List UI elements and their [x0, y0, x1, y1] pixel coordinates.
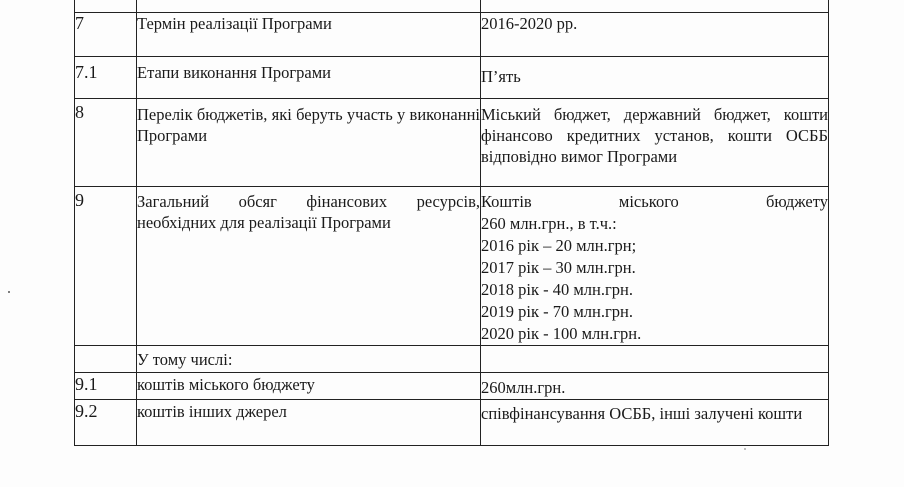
scan-speck — [8, 291, 10, 293]
row-number: 7.1 — [75, 57, 137, 99]
row-number: 9.2 — [75, 400, 137, 446]
row-value: 260млн.грн. — [481, 373, 829, 400]
table-row — [75, 187, 829, 346]
row-value-cell — [481, 0, 829, 13]
row-name: Перелік бюджетів, які беруть участь у виконанні Програми — [137, 99, 481, 187]
row-value: 2016-2020 рр. — [481, 13, 829, 57]
row-number — [75, 346, 137, 373]
row-number: 7 — [75, 13, 137, 57]
value-line: 2018 рік - 40 млн.грн. — [481, 280, 633, 299]
row-name: коштів міського бюджету — [137, 373, 481, 400]
table-row — [75, 373, 829, 400]
table-row — [75, 0, 829, 13]
value-line: 2016 рік – 20 млн.грн; — [481, 236, 637, 255]
value-line: 2020 рік - 100 млн.грн. — [481, 324, 642, 343]
value-line: 260 млн.грн., в т.ч.: — [481, 214, 617, 233]
row-value — [481, 346, 829, 373]
row-number: 9.1 — [75, 373, 137, 400]
row-number: 9 — [75, 187, 137, 346]
table-row — [75, 346, 829, 373]
table-row — [75, 99, 829, 187]
row-name: Термін реалізації Програми — [137, 13, 481, 57]
row-name: У тому числі: — [137, 346, 481, 373]
row-number-cell — [75, 0, 137, 13]
row-value — [481, 187, 829, 346]
row-number: 8 — [75, 99, 137, 187]
table-row — [75, 57, 829, 99]
row-value: Міський бюджет, державний бюджет, кошти фінансово кредитних установ, кошти ОСББ відповідно вимог Програми — [481, 99, 829, 187]
value-line: 2019 рік - 70 млн.грн. — [481, 302, 633, 321]
row-value: співфінансування ОСББ, інші залучені кошти — [481, 400, 829, 446]
row-value: П’ять — [481, 57, 829, 99]
table-row — [75, 13, 829, 57]
value-line: 2017 рік – 30 млн.грн. — [481, 258, 636, 277]
scan-speck — [744, 448, 746, 450]
row-name: коштів інших джерел — [137, 400, 481, 446]
row-name: Етапи виконання Програми — [137, 57, 481, 99]
table-row — [75, 400, 829, 446]
program-passport-table — [74, 0, 829, 446]
value-line: Коштів міського бюджету — [481, 192, 828, 211]
row-name: Загальний обсяг фінансових ресурсів, необхідних для реалізації Програми — [137, 187, 481, 346]
row-name-cell — [137, 0, 481, 13]
